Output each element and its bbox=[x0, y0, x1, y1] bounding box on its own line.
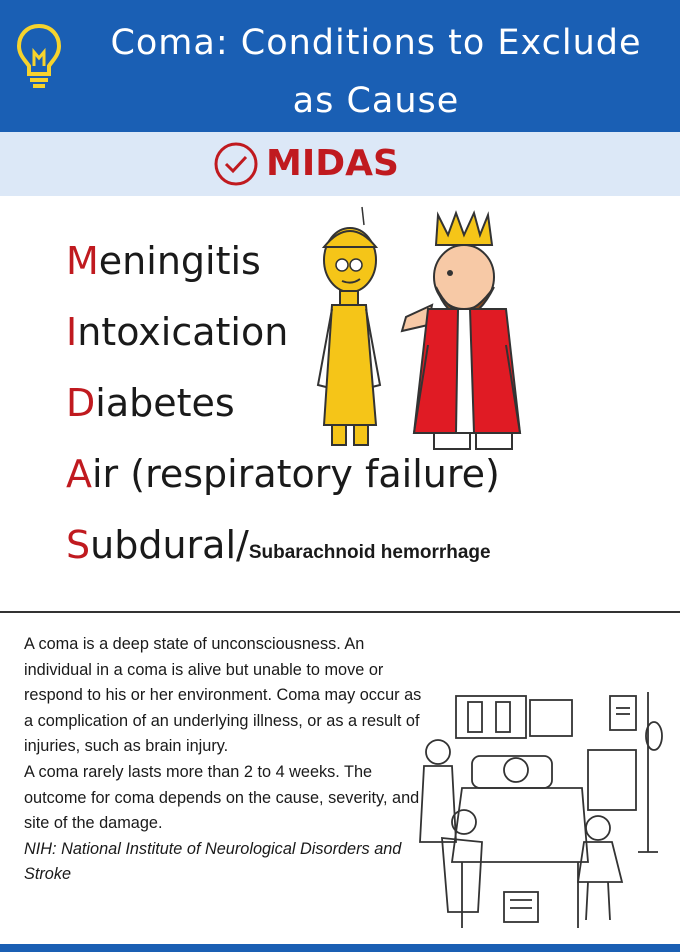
title-line-1: Coma: Conditions to Exclude bbox=[110, 23, 642, 63]
midas-cartoon-illustration bbox=[310, 205, 535, 460]
mnemonic-item-intoxication: Intoxication bbox=[66, 310, 289, 354]
title-line-2: as Cause bbox=[292, 81, 460, 121]
header-banner bbox=[0, 0, 680, 132]
mnemonic-title: MIDAS bbox=[266, 143, 399, 184]
coma-description bbox=[24, 632, 424, 888]
citation: NIH: National Institute of Neurological Disorders and Stroke bbox=[24, 839, 402, 884]
mnemonic-item-subdural: Subdural/Subarachnoid hemorrhage bbox=[66, 523, 491, 567]
mnemonic-item-meningitis: Meningitis bbox=[66, 239, 261, 283]
hospital-room-illustration bbox=[412, 682, 674, 934]
description-paragraph-2: A coma rarely lasts more than 2 to 4 weeks. The outcome for coma depends on the cause, severity, and site of the damage. bbox=[24, 762, 420, 833]
page-title bbox=[76, 14, 676, 130]
mnemonic-item-air: Air (respiratory failure) bbox=[66, 452, 500, 496]
section-divider bbox=[0, 611, 680, 613]
description-paragraph-1: A coma is a deep state of unconsciousness. An individual in a coma is alive but unable to move or respond to his or her environment. Coma may occur as a complication of an underlying illness, or as a result of injuries, such as brain injury. bbox=[24, 635, 422, 756]
mnemonic-item-diabetes: Diabetes bbox=[66, 381, 235, 425]
check-circle-icon bbox=[212, 140, 260, 188]
lightbulb-icon bbox=[14, 22, 64, 92]
footer-bar bbox=[0, 944, 680, 952]
